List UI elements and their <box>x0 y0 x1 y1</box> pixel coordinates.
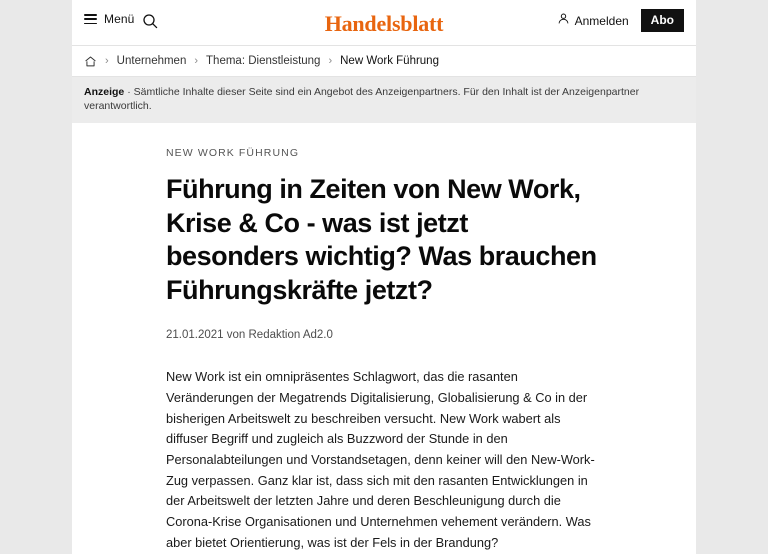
login-label: Anmelden <box>574 13 629 28</box>
article-byline: 21.01.2021 von Redaktion Ad2.0 <box>166 329 333 342</box>
menu-label: Menü <box>104 12 135 26</box>
site-logo[interactable]: Handelsblatt <box>324 11 444 36</box>
breadcrumb-separator-3: › <box>328 55 333 67</box>
user-icon <box>557 12 570 30</box>
advertisement-notice <box>72 77 696 123</box>
page-title: Führung in Zeiten von New Work, Krise & Co - was ist jetzt besonders wichtig? Was brauchen Führungskräfte jetzt? <box>166 174 597 305</box>
home-icon[interactable] <box>84 55 97 68</box>
breadcrumb <box>72 46 696 77</box>
breadcrumb-item-new-work-fuehrung[interactable]: New Work Führung <box>340 55 439 67</box>
content-frame <box>72 0 696 554</box>
header-actions <box>557 9 684 32</box>
breadcrumb-separator-2: › <box>194 55 199 67</box>
article-kicker: NEW WORK FÜHRUNG <box>166 147 300 160</box>
article <box>72 123 696 553</box>
notice-text: Sämtliche Inhalte dieser Seite sind ein Angebot des Anzeigenpartners. Für den Inhalt ist der Anzeigenpartner verantwortlich. <box>84 86 640 112</box>
notice-label: Anzeige <box>84 86 125 98</box>
article-lede-paragraph: New Work ist ein omnipräsentes Schlagwort, das die rasanten Veränderungen der Megatrends Digitalisierung, Globalisierung & Co in der bisherigen Arbeitswelt zu beschreiben versucht. New Work wabert als diffuser Begriff und zugleich als Buzzword der Stunde in den Personalabteilungen und Vorstandsetagen, denn keiner will den New-Work-Zug verpassen. Ganz klar ist, dass sich mit den rasanten Entwicklungen in der Arbeitswelt der letzten Jahre und deren Beschleunigung durch die Corona-Krise Organisationen und Unternehmen vehement verändern. Was aber bietet Orientierung, was ist der Fels in der Brandung? <box>166 369 595 550</box>
breadcrumb-item-thema-dienstleistung[interactable]: Thema: Dienstleistung <box>206 55 321 67</box>
abo-button[interactable]: Abo <box>641 9 684 32</box>
login-button[interactable] <box>557 12 629 30</box>
breadcrumb-separator-1: › <box>105 55 109 67</box>
notice-dash: · <box>127 86 131 98</box>
site-header <box>72 0 696 46</box>
breadcrumb-item-unternehmen[interactable]: Unternehmen <box>116 55 187 67</box>
